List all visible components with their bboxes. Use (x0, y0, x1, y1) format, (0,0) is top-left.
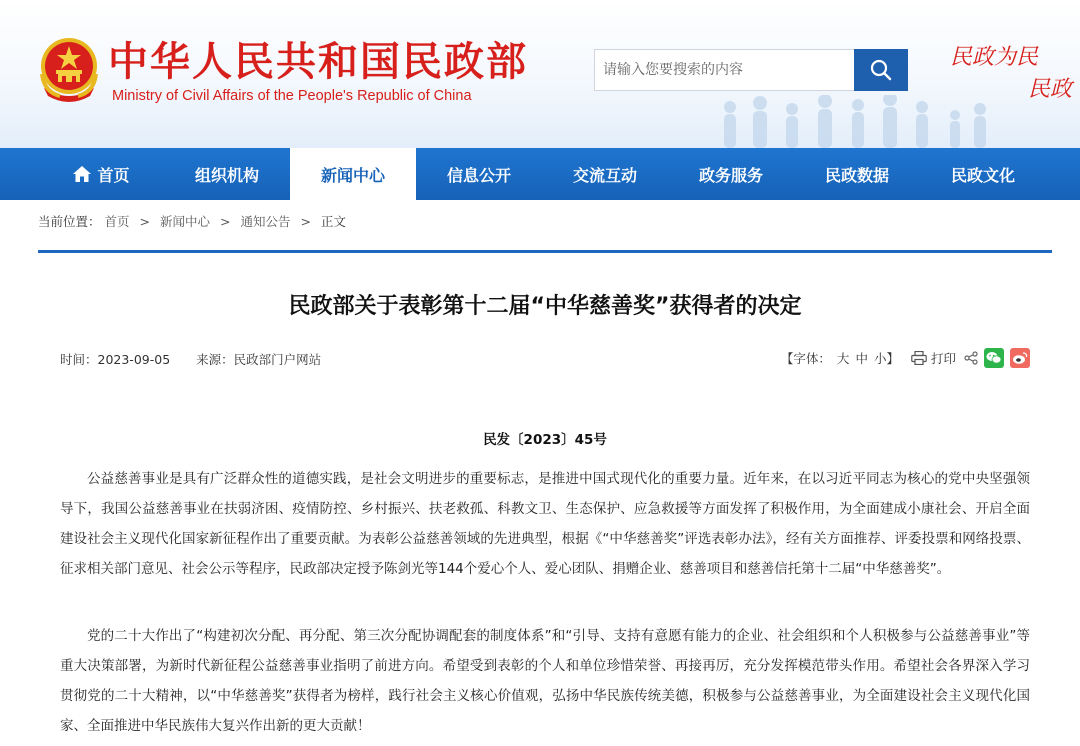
article-container (38, 250, 1052, 746)
nav-item-news-center[interactable] (290, 148, 416, 200)
nav-label: 交流互动 (572, 165, 637, 185)
share-icon[interactable] (964, 351, 978, 365)
people-silhouette-decoration (700, 95, 1000, 148)
article-meta (60, 350, 343, 368)
nav-label: 政务服务 (698, 165, 763, 185)
weibo-icon (1012, 351, 1028, 365)
breadcrumb-separator: > (139, 214, 150, 229)
nav-label: 民政文化 (950, 165, 1015, 185)
search-input[interactable] (594, 49, 854, 91)
print-label: 打印 (930, 351, 956, 366)
home-icon (72, 165, 92, 183)
nav-item-data[interactable] (794, 148, 920, 200)
breadcrumb-news-center[interactable]: 新闻中心 (159, 214, 210, 229)
article-paragraph: 党的二十大作出了“构建初次分配、再分配、第三次分配协调配套的制度体系”和“引导、支持有意愿有能力的企业、社会组织和个人积极参与公益慈善事业”等重大决策部署，为新时代新征程公益慈善事业指明了前进方向。希望受到表彰的个人和单位珍惜荣誉、再接再厉，充分发挥模范带头作用。希望社会各界深入学习贯彻党的二十大精神，以“中华慈善奖”获得者为榜样，践行社会主义核心价值观，弘扬中华民族传统美德，积极参与公益慈善事业，为全面建设社会主义现代化国家、全面推进中华民族伟大复兴作出新的更大贡献！ (60, 628, 1030, 734)
nav-item-home[interactable] (38, 148, 164, 200)
printer-icon (911, 351, 927, 365)
nav-label: 首页 (97, 165, 130, 185)
nav-label: 组织机构 (194, 165, 259, 185)
article-source: 来源：民政部门户网站 (196, 352, 322, 367)
breadcrumb-prefix: 当前位置： (38, 214, 101, 229)
font-size-label: 【字体： (780, 351, 831, 366)
weibo-share-button[interactable] (1010, 348, 1030, 368)
breadcrumb-separator: > (219, 214, 231, 229)
document-number: 民发〔2023〕45号 (483, 432, 607, 448)
nav-item-gov-services[interactable] (668, 148, 794, 200)
slogan-line-2: 民政 (1028, 77, 1073, 102)
nav-label: 信息公开 (446, 165, 511, 185)
breadcrumb-notices[interactable]: 通知公告 (240, 214, 291, 229)
nav-item-culture[interactable] (920, 148, 1046, 200)
print-button[interactable] (911, 349, 956, 367)
slogan-line-1: 民政为民 (950, 45, 1039, 70)
breadcrumb (38, 212, 346, 230)
wechat-share-button[interactable] (984, 348, 1004, 368)
article-tools (781, 348, 1030, 368)
article-title: 民政部关于表彰第十二届“中华慈善奖”获得者的决定 (288, 294, 802, 319)
site-title[interactable]: 中华人民共和国民政部 (108, 39, 528, 85)
wechat-icon (986, 351, 1002, 365)
search-icon (870, 59, 892, 81)
font-size-small-button[interactable]: 小 (873, 351, 887, 366)
breadcrumb-separator: > (300, 214, 311, 229)
site-header (0, 0, 1080, 148)
font-size-close-bracket: 】 (886, 351, 899, 366)
search-button[interactable] (854, 49, 908, 91)
article-paragraph: 公益慈善事业是具有广泛群众性的道德实践，是社会文明进步的重要标志，是推进中国式现代化的重要力量。近年来，在以习近平同志为核心的党中央坚强领导下，我国公益慈善事业在扶弱济困、疫情防控、乡村振兴、扶老救孤、科教文卫、生态保护、应急救援等方面发挥了积极作用，为全面建成小康社会、开启全面建设社会主义现代化国家新征程作出了重要贡献。为表彰公益慈善领域的先进典型，根据《“中华慈善奖”评选表彰办法》，经有关方面推荐、评委投票和网络投票、征求相关部门意见、社会公示等程序，民政部决定授予陈剑光等144个爱心个人、爱心团队、捐赠企业、慈善项目和慈善信托第十二届“中华慈善奖”。 (60, 471, 1030, 577)
font-size-large-button[interactable]: 大 (836, 351, 850, 366)
nav-item-interaction[interactable] (542, 148, 668, 200)
breadcrumb-current: 正文 (320, 214, 346, 229)
site-subtitle: Ministry of Civil Affairs of the People's Republic of China (112, 88, 472, 104)
nav-item-organization[interactable] (164, 148, 290, 200)
national-emblem-icon[interactable] (38, 36, 100, 102)
breadcrumb-home[interactable]: 首页 (104, 214, 130, 229)
nav-item-info-disclosure[interactable] (416, 148, 542, 200)
font-size-medium-button[interactable]: 中 (855, 351, 868, 366)
publish-time: 时间：2023-09-05 (60, 352, 171, 367)
nav-label: 民政数据 (824, 165, 889, 185)
nav-label: 新闻中心 (320, 165, 385, 185)
main-nav (0, 148, 1080, 200)
